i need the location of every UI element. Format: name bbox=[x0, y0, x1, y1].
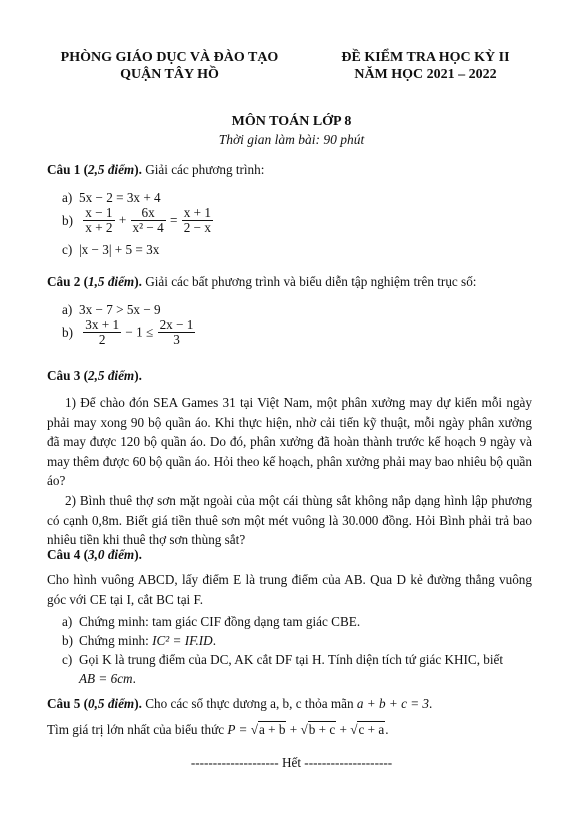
q1-item-c: c) |x − 3| + 5 = 3x bbox=[62, 242, 160, 257]
q4-item-c-cont: AB = 6cm. bbox=[79, 671, 136, 686]
q4-item-a: a) Chứng minh: tam giác CIF đồng dạng tam giác CBE. bbox=[62, 614, 361, 629]
q4-item-c: c) Gọi K là trung điểm của DC, AK cắt DF tại H. Tính diện tích tứ giác KHIC, biết bbox=[62, 652, 504, 667]
q3-part2: 2) Bình thuê thợ sơn mặt ngoài của một cái thùng sắt không nắp dạng hình lập phương có cạnh 0,8m. Biết giá tiền thuê sơn một mét vuông là 30.000 đồng. Hỏi Bình phải trả bao nhiêu tiền khi thuê thợ sơn thùng sắt? bbox=[47, 493, 532, 547]
time-limit: Thời gian làm bài: 90 phút bbox=[218, 132, 365, 147]
subject-title: MÔN TOÁN LỚP 8 bbox=[231, 114, 352, 129]
exam-year-line2: NĂM HỌC 2021 – 2022 bbox=[354, 67, 497, 82]
q5-expression-line: Tìm giá trị lớn nhất của biểu thức P = √a + b + √b + c + √c + a. bbox=[47, 722, 389, 737]
department-line1: PHÒNG GIÁO DỤC VÀ ĐÀO TẠO bbox=[60, 50, 279, 65]
q3-heading: Câu 3 (2,5 điểm). bbox=[47, 368, 142, 383]
q2-item-a: a) 3x − 7 > 5x − 9 bbox=[62, 302, 161, 317]
q1-item-a: a) 5x − 2 = 3x + 4 bbox=[62, 190, 161, 205]
q1-item-b: b) $\frac{x - 1}{x + 2}$ + $\frac{6x}{\text{x² − 4}}$ = $\frac{x + 1}{2 - x}$ bbox=[62, 205, 211, 235]
q3-part1: 1) Để chào đón SEA Games 31 tại Việt Nam, một phân xưởng may dự kiến mỗi ngày phải may xong 90 bộ quần áo. Khi thực hiện, nhờ cải tiến kỹ thuật, mỗi ngày phân xưởng đã may được 120 bộ quần áo. Do đó, phân xưởng đã hoàn thành trước kế hoạch 9 ngày và may thêm được 60 bộ quần áo. Hỏi theo kế hoạch, phân xưởng phải may bao nhiêu bộ quần áo? bbox=[47, 395, 532, 488]
sqrt-a-plus-b: a + b bbox=[258, 722, 286, 737]
end-marker: -------------------- Hết -------------------- bbox=[190, 755, 393, 770]
department-line2: QUẬN TÂY HỒ bbox=[120, 67, 219, 82]
q2-item-b: b) $\frac{3x + 1}{2}$ − 1 ≤ $\frac{2x - 1}{3}$ bbox=[62, 317, 194, 347]
q4-heading: Câu 4 (3,0 điểm). bbox=[47, 547, 142, 562]
q1-heading: Câu 1 (2,5 điểm). Giải các phương trình: bbox=[47, 162, 265, 177]
department-header bbox=[47, 49, 292, 83]
q5-heading: Câu 5 (0,5 điểm). Cho các số thực dương a, b, c thỏa mãn a + b + c = 3. bbox=[47, 696, 433, 711]
exam-header bbox=[318, 49, 533, 83]
q4-item-b: b) Chứng minh: IC² = IF.ID. bbox=[62, 633, 216, 648]
sqrt-c-plus-a: c + a bbox=[358, 722, 385, 737]
q4-intro: Cho hình vuông ABCD, lấy điểm E là trung điểm của AB. Qua D kẻ đường thẳng vuông góc với CE tại I, cắt BC tại F. bbox=[47, 572, 532, 607]
exam-title-line1: ĐỀ KIỂM TRA HỌC KỲ II bbox=[341, 50, 510, 65]
sqrt-b-plus-c: b + c bbox=[308, 722, 336, 737]
q2-heading: Câu 2 (1,5 điểm). Giải các bất phương trình và biểu diễn tập nghiệm trên trục số: bbox=[47, 274, 477, 289]
